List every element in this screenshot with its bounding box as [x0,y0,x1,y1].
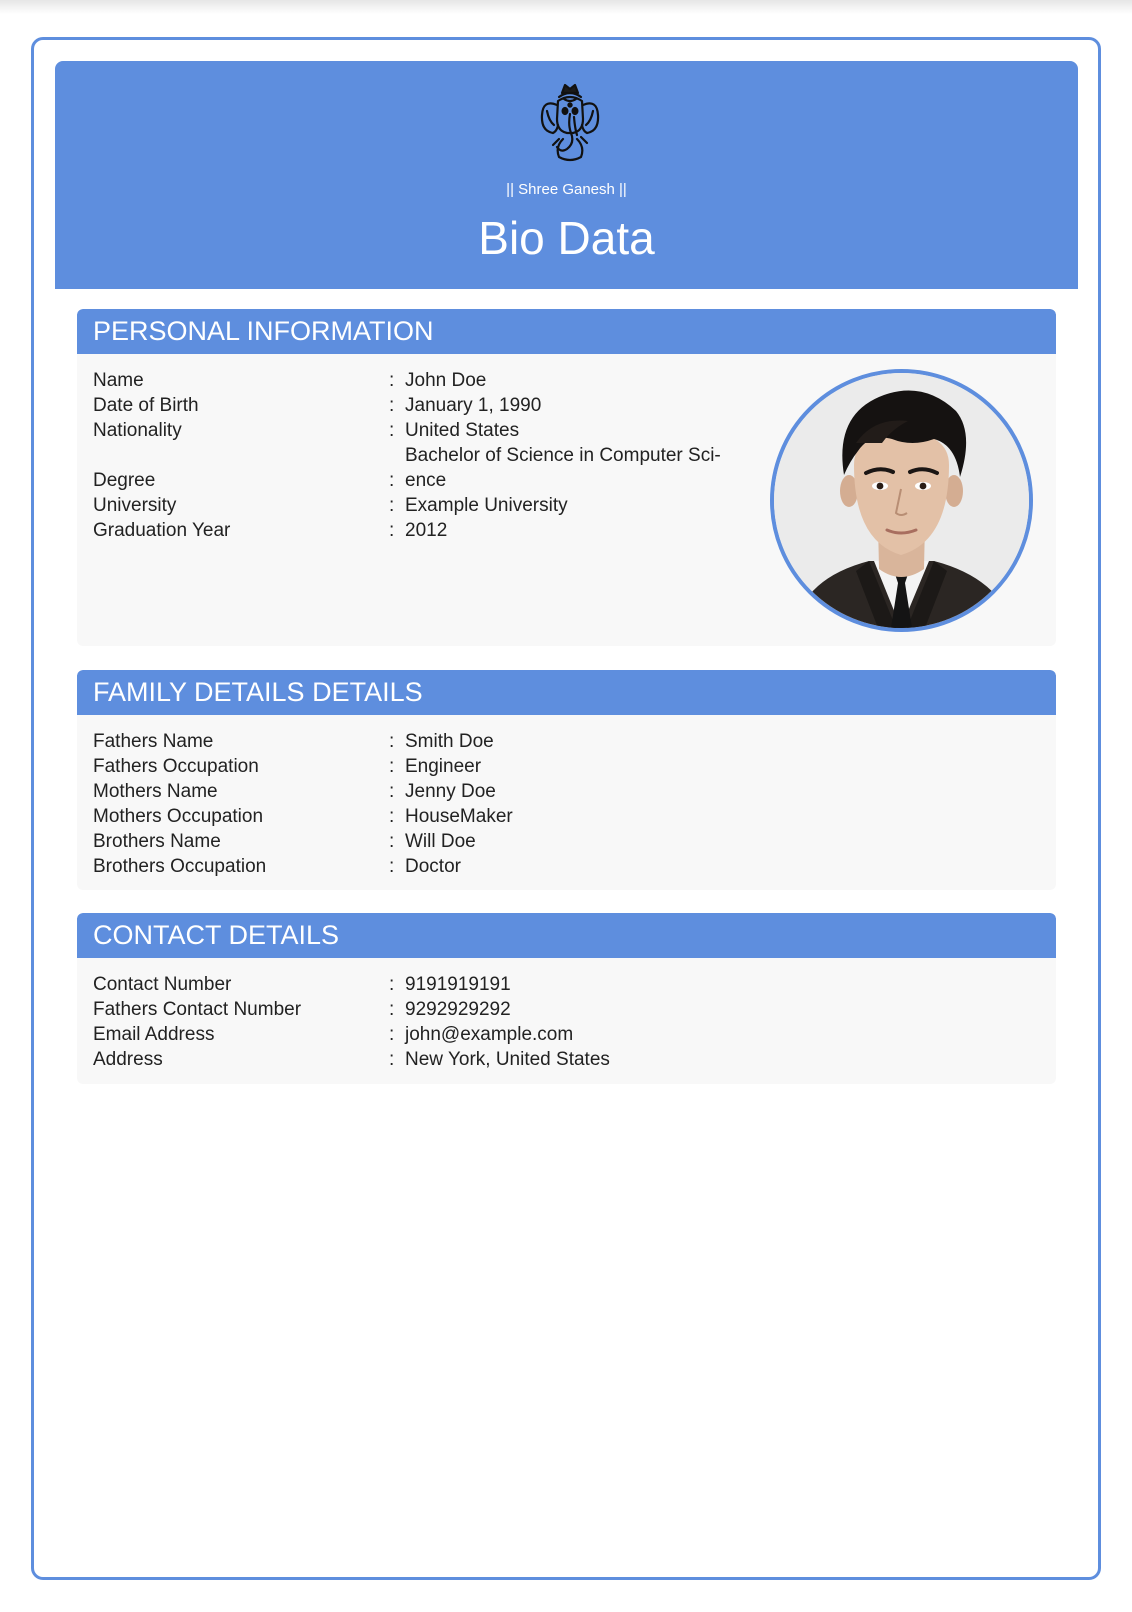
invocation-text: || Shree Ganesh || [506,181,627,198]
contact-details-section [77,913,1056,1084]
info-row [93,1022,1040,1047]
field-label: Mothers Occupation [93,806,264,827]
field-label: Nationality [93,420,182,441]
field-label: Name [93,370,144,391]
biodata-header [55,61,1078,289]
field-label: Brothers Name [93,831,221,852]
info-row [93,804,1040,829]
field-value: Engineer [405,756,482,777]
info-row [93,854,1040,879]
field-separator: : [389,1024,395,1045]
section-heading: FAMILY DETAILS DETAILS [77,670,1056,715]
field-separator: : [389,999,395,1020]
field-separator: : [389,831,395,852]
info-row [93,972,1040,997]
field-label: Fathers Name [93,731,214,752]
field-separator: : [389,731,395,752]
field-separator: : [389,781,395,802]
field-label: Address [93,1049,163,1070]
field-separator: : [389,974,395,995]
family-details-section [77,670,1056,890]
field-value: John Doe [405,370,487,391]
field-label: Mothers Name [93,781,218,802]
field-value: 9191919191 [405,974,511,995]
field-separator: : [389,470,395,491]
field-separator: : [389,520,395,541]
page-title: Bio Data [478,212,655,264]
field-separator: : [389,420,395,441]
biodata-page [31,37,1101,1580]
field-value: HouseMaker [405,806,513,827]
field-label: Date of Birth [93,395,199,416]
profile-photo [770,369,1033,632]
field-separator: : [389,756,395,777]
field-value: john@example.com [405,1024,574,1045]
field-value: Jenny Doe [405,781,496,802]
field-value: Smith Doe [405,731,494,752]
field-value: Bachelor of Science in Computer Sci-ence [405,445,721,491]
field-separator: : [389,856,395,877]
info-row [93,729,1040,754]
field-separator: : [389,806,395,827]
info-row [93,779,1040,804]
field-value: 9292929292 [405,999,511,1020]
field-label: Email Address [93,1024,215,1045]
browser-top-shadow [0,0,1132,14]
field-separator: : [389,495,395,516]
section-heading: PERSONAL INFORMATION [77,309,1056,354]
field-value: New York, United States [405,1049,610,1070]
field-label: Graduation Year [93,520,231,541]
field-label: Degree [93,470,156,491]
field-value: Example University [405,495,568,516]
field-label: Fathers Occupation [93,756,259,777]
field-label: Brothers Occupation [93,856,267,877]
field-value: 2012 [405,520,448,541]
field-separator: : [389,1049,395,1070]
field-value: Doctor [405,856,461,877]
info-row [93,754,1040,779]
section-heading: CONTACT DETAILS [77,913,1056,958]
field-label: Fathers Contact Number [93,999,302,1020]
info-row [93,997,1040,1022]
field-separator: : [389,395,395,416]
ganesha-icon [537,81,603,163]
field-label: University [93,495,177,516]
info-row [93,1047,1040,1072]
personal-information-section [77,309,1056,646]
info-row [93,829,1040,854]
field-value: January 1, 1990 [405,395,542,416]
field-value: United States [405,420,520,441]
field-separator: : [389,370,395,391]
field-label: Contact Number [93,974,232,995]
field-value: Will Doe [405,831,476,852]
